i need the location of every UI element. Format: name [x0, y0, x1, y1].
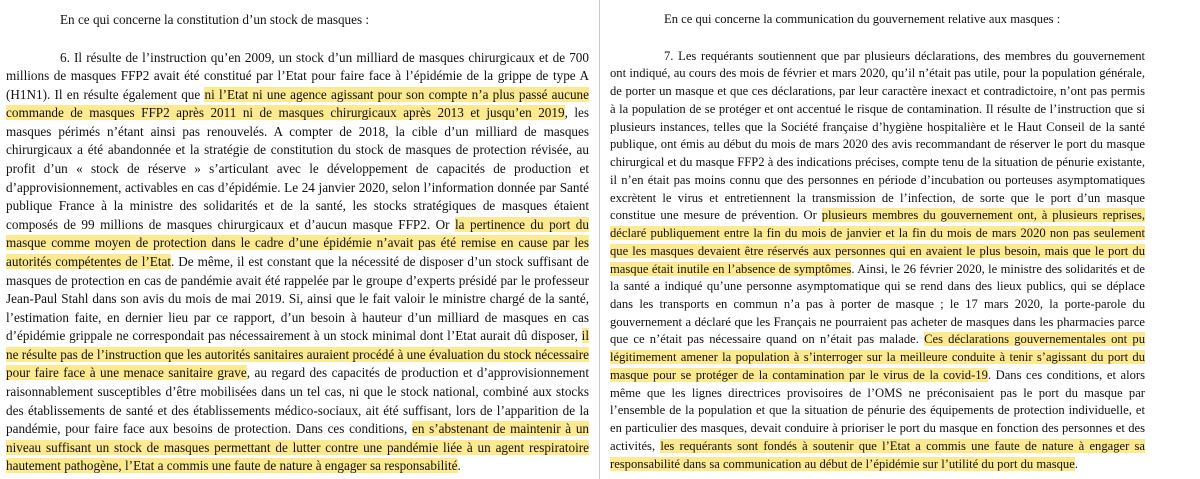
left-text-run: .	[457, 458, 461, 474]
left-text-run: , au regard des capacités de production et d’approvisionnement raisonnablement susceptibles d’être mobilisées dans un tel cas, ni que le stock national, combiné aux stocks des établissements de santé et des établissements médico-sociaux, ait été suffisant, lors de l’apparition de la pandémie, pour faire face aux besoins de protection. Dans ces conditions,	[6, 365, 589, 437]
right-text-run: . Ainsi, le 26 février 2020, le ministre des solidarités et de la santé a indiqué qu’une personne asymptomatique qui se rend dans des lieux publics, qui se déplace dans les transports en commun n’a pas à porter de masque ; le 17 mars 2020, la porte-parole du gouvernement a déclaré que les Français ne pourraient pas acheter de masques dans les pharmacies parce que ce n’était pas nécessaire quand on n’était pas malade.	[610, 261, 1145, 347]
right-highlight: les requérants sont fondés à soutenir que l’Etat a commis une faute de nature à engager sa responsabilité dans sa communication au début de l’épidémie sur l’utilité du port du masque	[610, 438, 1146, 471]
left-text-run: . De même, il est constant que la nécessité de disposer d’un stock suffisant de masques de protection en cas de pandémie avait été rappelée par le groupe d’experts présidé par le professeur Jean-Paul Stahl dans son avis du mois de mai 2019. Si, ainsi que le fait valoir le ministre chargé de la santé, l’estimation faite, en dernier lieu par ce rapport, d’un besoin à hauteur d’un milliard de masques en cas d’épidémie grippale ne correspondait pas nécessairement à un stock minimal dont l’Etat aurait dû disposer,	[6, 253, 589, 344]
column-divider	[599, 0, 600, 479]
left-highlight: la pertinence du port du masque comme moyen de protection dans le cadre d’une épidémie n’avait pas été remise en cause par les autorités compétentes de l’Etat	[6, 216, 589, 269]
left-paragraph	[6, 49, 589, 476]
left-text-run: 6. Il résulte de l’instruction qu’en 2009, un stock d’un milliard de masques chirurgicaux et de 700 millions de masques FFP2 avait été constitué par l’Etat pour faire face à l’épidémie de la grippe de type A (H1N1). Il en résulte également que	[6, 49, 589, 102]
left-highlight: ni l’Etat ni une agence agissant pour son compte n’a plus passé aucune commande de masques FFP2 après 2011 ni de masques chirurgicaux après 2013 et jusqu’en 2019	[6, 86, 589, 121]
left-section-heading: En ce qui concerne la constitution d’un stock de masques :	[60, 12, 370, 27]
right-highlight: plusieurs membres du gouvernement ont, à plusieurs reprises, déclaré publiquement entre la fin du mois de janvier et la fin du mois de mars 2020 non pas seulement que les masques devaient être réservés aux personnes qui en avaient le plus besoin, mais que le port du masque était inutile en l’absence de symptômes	[610, 208, 1145, 276]
right-paragraph	[610, 48, 1145, 474]
right-text-run: 7. Les requérants soutiennent que par plusieurs déclarations, des membres du gouvernement ont indiqué, au cours des mois de février et mars 2020, qu’il n’était pas utile, pour la population générale, de porter un masque et que ces déclarations, par leur caractère inexact et contradictoire, n’ont pas permis à la population de se protéger et ont accentué le risque de contamination. Il résulte de l’instruction que si plusieurs instances, telles que la Société française d’hygiène hospitalière et le Haut Conseil de la santé publique, ont émis au début du mois de mars 2020 des avis recommandant de réserver le port du masque chirurgical et du masque FFP2 à des indications précises, compte tenu de la situation de pénurie existante, il n’en était pas moins connu que des personnes en période d’incubation ou porteuses asymptomatiques excrètent le virus et entretiennent la transmission de l’infection, de sorte que le port d’un masque constitue une mesure de prévention. Or	[610, 48, 1145, 223]
left-highlight: en s’abstenant de maintenir à un niveau suffisant un stock de masques permettant de lutter contre une pandémie liée à un agent respiratoire hautement pathogène, l’Etat a commis une faute de nature à engager sa responsabilité	[6, 421, 590, 474]
right-section-heading: En ce qui concerne la communication du gouvernement relative aux masques :	[664, 12, 1061, 26]
right-column	[602, 0, 1200, 479]
right-text-run: . Dans ces conditions, et alors même que les lignes directrices provisoires de l’OMS ne préconisaient pas le port du masque par l’ensemble de la population et que la situation de pénurie des équipements de protection individuelle, et en particulier des masques, devait conduire à prioriser le port du masque en fonction des personnes et des activités,	[610, 367, 1146, 453]
left-text-run: , les masques périmés n’étant ainsi pas renouvelés. A compter de 2018, la cible d’un milliard de masques chirurgicaux a été abandonnée et la stratégie de constitution du stock de masques de protection révisée, au profit d’un « stock de réserve » s’articulant avec le développement de capacités de production et d’approvisionnement, activables en cas d’épidémie. Le 24 janvier 2020, selon l’information donnée par Santé publique France à la ministre des solidarités et de la santé, les stocks stratégiques de masques étaient composés de 99 millions de masques chirurgicaux et d’aucun masque FFP2. Or	[6, 105, 589, 232]
right-highlight: Ces déclarations gouvernementales ont pu légitimement amener la population à s’interroger sur la meilleure conduite à tenir s’agissant du port du masque pour se protéger de la contamination par le virus de la covid-19	[610, 332, 1145, 382]
left-highlight: il ne résulte pas de l’instruction que les autorités sanitaires auraient procédé à une évaluation du stock nécessaire pour faire face à une menace sanitaire grave	[6, 328, 589, 381]
right-text-run: .	[1074, 456, 1078, 471]
left-column	[0, 0, 597, 479]
